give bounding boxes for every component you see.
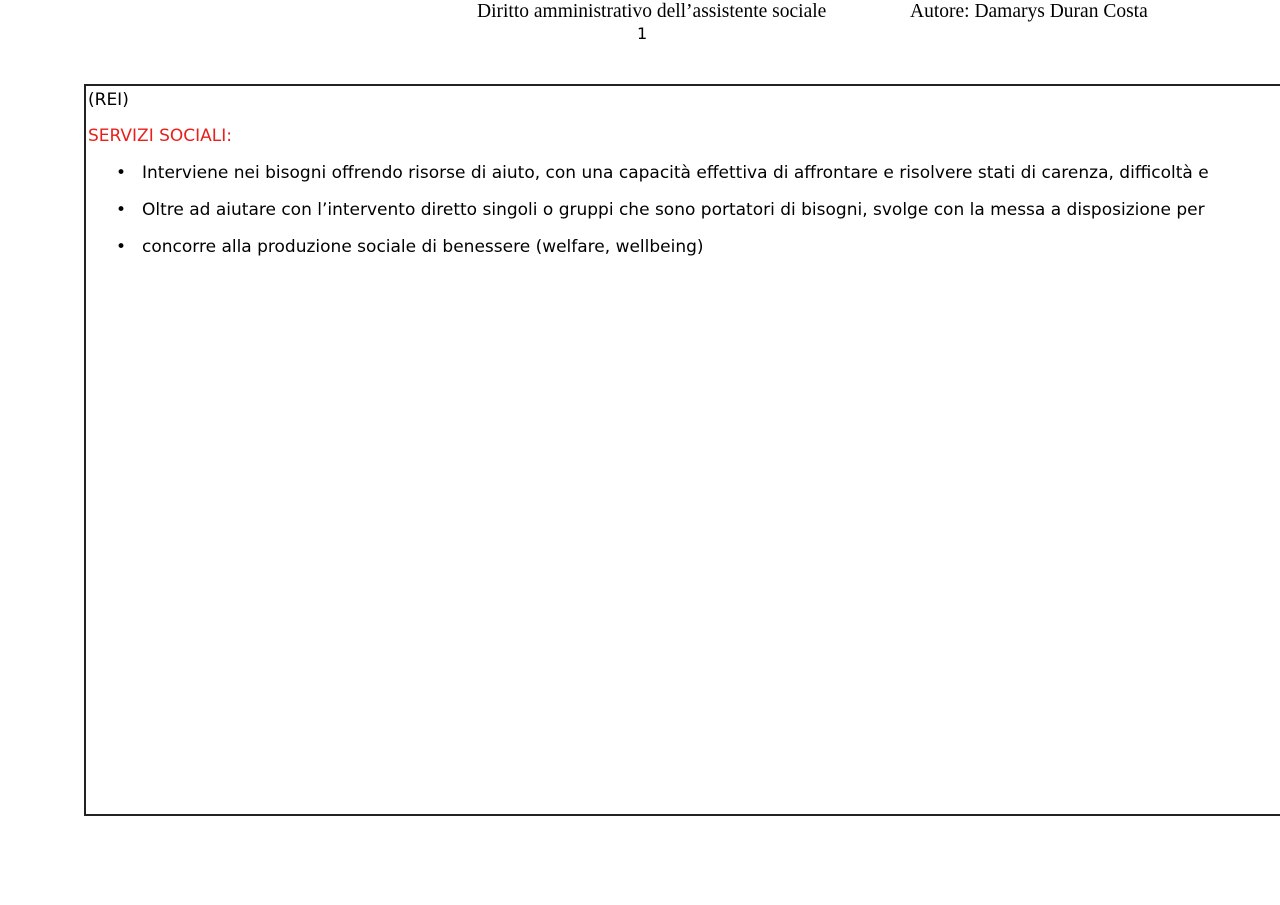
page-number: 1 (637, 24, 648, 43)
document-title: Diritto amministrativo dell’assistente sociale (477, 1, 827, 22)
section-heading: SERVIZI SOCIALI: (88, 126, 233, 146)
section-label: (REI) (88, 90, 129, 110)
list-item-text: Oltre ad aiutare con l’intervento diretto singoli o gruppi che sono portatori di bisogni, svolge con la messa a disposizione per (142, 200, 1205, 220)
list-item-text: Interviene nei bisogni offrendo risorse di aiuto, con una capacità effettiva di affrontare e risolvere stati di carenza, difficoltà e (142, 163, 1209, 183)
bullet-list (88, 163, 1280, 257)
list-item (88, 163, 1280, 183)
bullet-icon: • (116, 200, 127, 220)
list-item (88, 200, 1280, 220)
document-author: Autore: Damarys Duran Costa (910, 1, 1148, 22)
page-header (0, 0, 1280, 60)
list-item-text: concorre alla produzione sociale di benessere (welfare, wellbeing) (142, 237, 704, 257)
content-body (88, 90, 1280, 274)
bullet-icon: • (116, 237, 127, 257)
content-box (84, 84, 1280, 816)
list-item (88, 237, 1280, 257)
bullet-icon: • (116, 163, 127, 183)
